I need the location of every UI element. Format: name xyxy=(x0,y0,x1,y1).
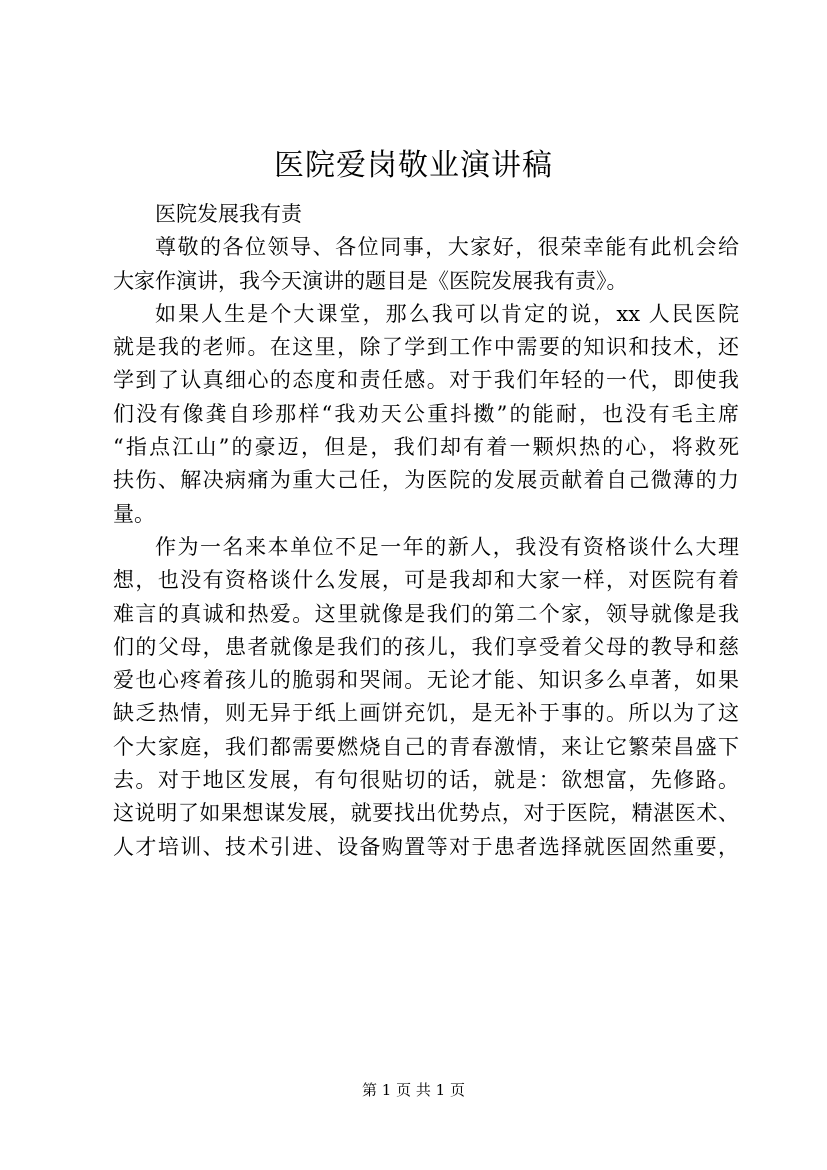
paragraph-line: 大家作演讲，我今天演讲的题目是《医院发展我有责》。 xyxy=(113,268,628,293)
paragraph-line: 想，也没有资格谈什么发展，可是我却和大家一样，对医院有着 xyxy=(113,568,739,593)
paragraph-line: 扶伤、解决病痛为重大己任，为医院的发展贡献着自己微薄的力 xyxy=(113,468,739,493)
paragraph-line: 作为一名来本单位不足一年的新人，我没有资格谈什么大理 xyxy=(155,534,739,559)
paragraph-line: 如果人生是个大课堂，那么我可以肯定的说，xx 人民医院 xyxy=(155,301,739,326)
paragraph-line: 学到了认真细心的态度和责任感。对于我们年轻的一代，即使我 xyxy=(113,368,739,393)
subtitle-line: 医院发展我有责 xyxy=(155,202,302,226)
paragraph-line: 难言的真诚和热爱。这里就像是我们的第二个家，领导就像是我 xyxy=(113,601,739,626)
paragraph-line: 就是我的老师。在这里，除了学到工作中需要的知识和技术，还 xyxy=(113,335,739,360)
page-footer: 第 1 页 共 1 页 xyxy=(362,1081,465,1099)
paragraph-line: 这说明了如果想谋发展，就要找出优势点，对于医院，精湛医术、 xyxy=(113,801,739,826)
paragraph-line: 个大家庭，我们都需要燃烧自己的青春激情，来让它繁荣昌盛下 xyxy=(113,734,739,759)
paragraph-line: “指点江山”的豪迈，但是，我们却有着一颗炽热的心，将救死 xyxy=(113,435,739,460)
paragraph-line: 去。对于地区发展，有句很贴切的话，就是：欲想富，先修路。 xyxy=(113,768,739,793)
document-body xyxy=(113,198,739,864)
paragraph-line: 量。 xyxy=(113,501,155,526)
paragraph-line: 缺乏热情，则无异于纸上画饼充饥，是无补于事的。所以为了这 xyxy=(113,701,739,726)
paragraph-line: 们没有像龚自珍那样“我劝天公重抖擞”的能耐，也没有毛主席 xyxy=(113,401,739,426)
paragraph-line: 们的父母，患者就像是我们的孩儿，我们享受着父母的教导和慈 xyxy=(113,634,739,659)
paragraph-line: 爱也心疼着孩儿的脆弱和哭闹。无论才能、知识多么卓著，如果 xyxy=(113,668,739,693)
document-title: 医院爱岗敬业演讲稿 xyxy=(274,148,553,183)
paragraph-line: 人才培训、技术引进、设备购置等对于患者选择就医固然重要， xyxy=(113,834,739,859)
paragraph-line: 尊敬的各位领导、各位同事，大家好，很荣幸能有此机会给 xyxy=(155,235,739,260)
